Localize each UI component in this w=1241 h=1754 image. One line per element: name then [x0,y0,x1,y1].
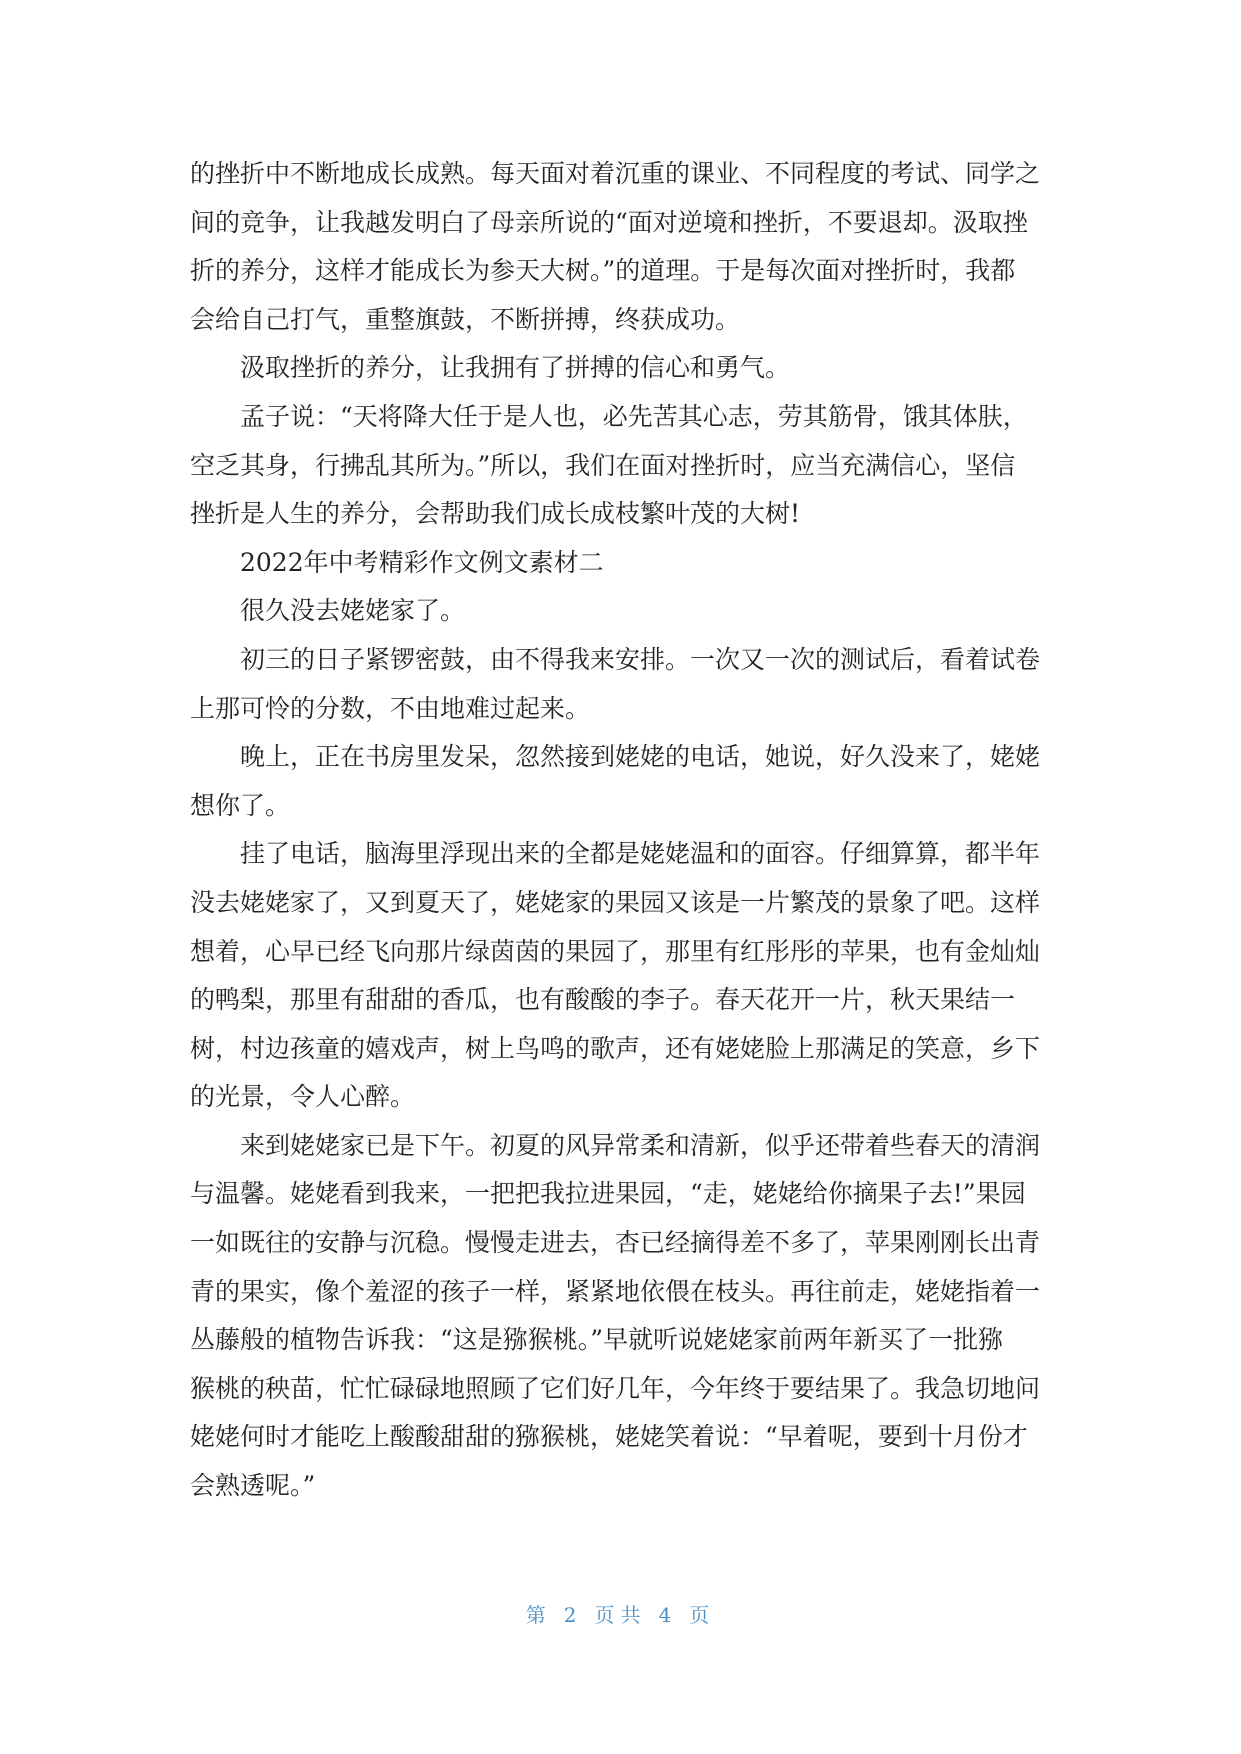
text-line: 猴桃的秧苗，忙忙碌碌地照顾了它们好几年，今年终于要结果了。我急切地问 [190,1373,1041,1403]
footer-prefix: 第 [525,1603,552,1627]
text-line: 想着，心早已经飞向那片绿茵茵的果园了，那里有红彤彤的苹果，也有金灿灿 [190,936,1041,966]
text-line: 空乏其身，行拂乱其所为。”所以，我们在面对挫折时，应当充满信心，坚信 [190,450,1016,480]
text-line: 姥姥何时才能吃上酸酸甜甜的猕猴桃，姥姥笑着说：“早着呢，要到十月份才 [190,1422,1028,1452]
text-line: 挂了电话，脑海里浮现出来的全都是姥姥温和的面容。仔细算算，都半年 [240,839,1041,869]
text-line: 初三的日子紧锣密鼓，由不得我来安排。一次又一次的测试后，看着试卷 [240,644,1041,674]
text-line: 的鸭梨，那里有甜甜的香瓜，也有酸酸的李子。春天花开一片，秋天果结一 [190,985,1016,1015]
text-line: 挫折是人生的养分，会帮助我们成长成枝繁叶茂的大树! [190,499,801,529]
page-footer [0,1600,1241,1630]
footer-current-page: 2 [563,1603,583,1627]
footer-suffix: 页 [689,1603,716,1627]
footer-middle: 页共 [594,1603,647,1627]
text-line: 2022年中考精彩作文例文素材二 [240,547,604,577]
text-line: 青的果实，像个羞涩的孩子一样，紧紧地依偎在枝头。再往前走，姥姥指着一 [190,1276,1041,1306]
text-line: 与温馨。姥姥看到我来，一把把我拉进果园，“走，姥姥给你摘果子去!”果园 [190,1179,1026,1209]
text-line: 会熟透呢。” [190,1471,316,1501]
text-line: 间的竞争，让我越发明白了母亲所说的“面对逆境和挫折，不要退却。汲取挫 [190,207,1028,237]
text-line: 的光景，令人心醉。 [190,1082,416,1112]
document-body [190,150,1050,1511]
text-line: 晚上，正在书房里发呆，忽然接到姥姥的电话，她说，好久没来了，姥姥 [240,742,1041,772]
text-line: 想你了。 [190,790,291,820]
text-line: 上那可怜的分数，不由地难过起来。 [190,693,591,723]
text-line: 来到姥姥家已是下午。初夏的风异常柔和清新，似乎还带着些春天的清润 [240,1130,1041,1160]
footer-total-pages: 4 [658,1603,678,1627]
text-line: 会给自己打气，重整旗鼓，不断拼搏，终获成功。 [190,304,741,334]
text-line: 孟子说：“天将降大任于是人也，必先苦其心志，劳其筋骨，饿其体肤， [240,401,1028,431]
text-line: 很久没去姥姥家了。 [240,596,466,626]
text-line: 丛藤般的植物告诉我：“这是猕猴桃。”早就听说姥姥家前两年新买了一批猕 [190,1325,1004,1355]
text-line: 没去姥姥家了，又到夏天了，姥姥家的果园又该是一片繁茂的景象了吧。这样 [190,887,1041,917]
text-line: 汲取挫折的养分，让我拥有了拼搏的信心和勇气。 [240,353,791,383]
text-line: 一如既往的安静与沉稳。慢慢走进去，杏已经摘得差不多了，苹果刚刚长出青 [190,1228,1041,1258]
text-line: 树，村边孩童的嬉戏声，树上鸟鸣的歌声，还有姥姥脸上那满足的笑意，乡下 [190,1033,1041,1063]
text-line: 的挫折中不断地成长成熟。每天面对着沉重的课业、不同程度的考试、同学之 [190,159,1041,188]
text-line: 折的养分，这样才能成长为参天大树。”的道理。于是每次面对挫折时，我都 [190,256,1016,286]
